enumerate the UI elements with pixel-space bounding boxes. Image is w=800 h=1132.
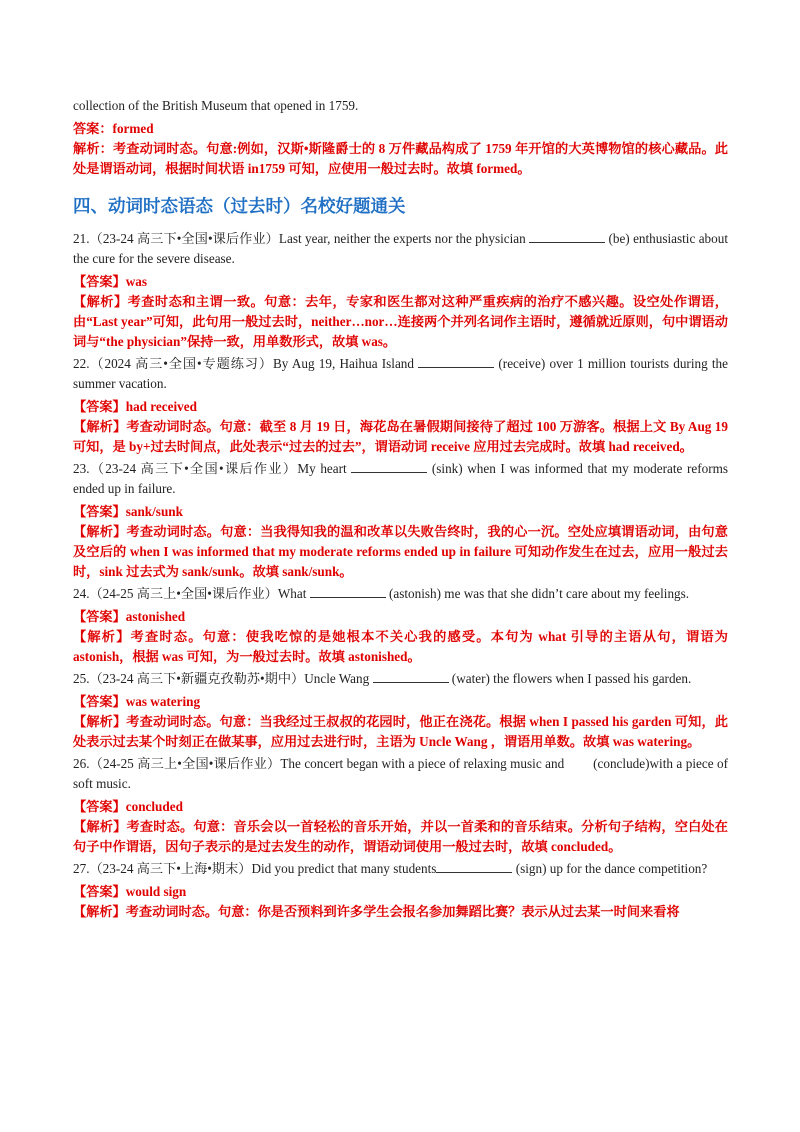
explanation-text: 【解析】考查时态和主谓一致。句意：去年，专家和医生都对这种严重疾病的治疗不感兴趣。设空处作谓语，由“Last year”可知，此句用一般过去时，neither…nor…连接两个并列名词作主语时，遵循就近原则，句中谓语动词与“the physician”保持一致，用单数形式，故填 was。 bbox=[73, 294, 728, 349]
answer-line: 【答案】astonished bbox=[73, 609, 186, 624]
continuation-text: collection of the British Museum that opened in 1759. bbox=[73, 98, 359, 113]
section-heading: 四、动词时态语态（过去时）名校好题通关 bbox=[73, 197, 406, 217]
stem-after: (be) enthusiastic about the cure for the severe disease. bbox=[73, 231, 728, 266]
question-27 bbox=[73, 859, 728, 922]
blank-line[interactable] bbox=[529, 231, 605, 243]
blank-line[interactable] bbox=[351, 461, 427, 473]
stem-after: (receive) over 1 million tourists during the summer vacation. bbox=[73, 356, 728, 391]
stem-before: 23.（23-24 高三下•全国•课后作业）My heart bbox=[73, 461, 352, 476]
question-24 bbox=[73, 584, 728, 667]
question-list bbox=[73, 229, 728, 922]
question-stem bbox=[73, 584, 728, 604]
stem-before: 21.（23-24 高三下•全国•课后作业）Last year, neither the experts nor the physician bbox=[73, 231, 530, 246]
explanation-text: 【解析】考查动词时态。句意：截至 8 月 19 日，海花岛在暑假期间接待了超过 100 万游客。根据上文 By Aug 19 可知，是 by+过去时间点，此处表示“过去的过去”，谓语动词 receive 应用过去完成时。故填 had received。 bbox=[73, 419, 728, 454]
document-page bbox=[73, 96, 728, 922]
stem-after: (astonish) me was that she didn’t care about my feelings. bbox=[385, 586, 690, 601]
question-26 bbox=[73, 754, 728, 857]
explanation-text: 解析：考查动词时态。句意:例如，汉斯•斯隆爵士的 8 万件藏品构成了 1759 年开馆的大英博物馆的核心藏品。此处是谓语动词，根据时间状语 in1759 可知，应使用一般过去时。故填 formed。 bbox=[73, 141, 728, 176]
explanation-text: 【解析】考查动词时态。句意：你是否预料到许多学生会报名参加舞蹈比赛？表示从过去某一时间来看将 bbox=[73, 904, 680, 919]
answer-line: 【答案】sank/sunk bbox=[73, 504, 183, 519]
question-stem bbox=[73, 459, 728, 499]
explanation-text: 【解析】考查动词时态。句意：当我得知我的温和改革以失败告终时，我的心一沉。空处应填谓语动词，由句意及空后的 when I was informed that my moderate reforms ended up in failure 可知动作发生在过去，应用一般过去时，sink 过去式为 sank/sunk。故填 sank/sunk。 bbox=[73, 524, 728, 579]
question-stem bbox=[73, 354, 728, 394]
answer-line: 答案：formed bbox=[73, 121, 154, 136]
stem-after: (sign) up for the dance competition? bbox=[512, 861, 708, 876]
stem-before: 27.（23-24 高三下•上海•期末）Did you predict that many students bbox=[73, 861, 437, 876]
stem-after: (water) the flowers when I passed his garden. bbox=[448, 671, 692, 686]
explanation-text: 【解析】考查动词时态。句意：当我经过王叔叔的花园时，他正在浇花。根据 when I passed his garden 可知，此处表示过去某个时刻正在做某事，应用过去进行时，主语为 Uncle Wang ，谓语用单数。故填 was watering。 bbox=[73, 714, 728, 749]
blank-line[interactable] bbox=[418, 356, 494, 368]
stem-before: 26.（24-25 高三上•全国•课后作业）The concert began with a piece of relaxing music and bbox=[73, 756, 568, 771]
answer-line: 【答案】concluded bbox=[73, 799, 183, 814]
blank-line[interactable] bbox=[436, 861, 512, 873]
question-stem bbox=[73, 669, 728, 689]
question-23 bbox=[73, 459, 728, 582]
stem-after: (sink) when I was informed that my moderate reforms ended up in failure. bbox=[73, 461, 728, 496]
question-21 bbox=[73, 229, 728, 352]
answer-line: 【答案】would sign bbox=[73, 884, 187, 899]
stem-before: 22.（2024 高三•全国•专题练习）By Aug 19, Haihua Island bbox=[73, 356, 419, 371]
question-25 bbox=[73, 669, 728, 752]
question-22 bbox=[73, 354, 728, 457]
answer-line: 【答案】was watering bbox=[73, 694, 201, 709]
explanation-text: 【解析】考查时态。句意：音乐会以一首轻松的音乐开始，并以一首柔和的音乐结束。分析句子结构，空白处在句子中作谓语，因句子表示的是过去发生的动作，谓语动词使用一般过去时，故填 concluded。 bbox=[73, 819, 728, 854]
blank-line[interactable] bbox=[310, 586, 386, 598]
question-stem bbox=[73, 754, 728, 794]
explanation-text: 【解析】考查时态。句意：使我吃惊的是她根本不关心我的感受。本句为 what 引导的主语从句，谓语为 astonish，根据 was 可知，为一般过去时。故填 astonished。 bbox=[73, 629, 728, 664]
stem-before: 25.（23-24 高三下•新疆克孜勒苏•期中）Uncle Wang bbox=[73, 671, 373, 686]
answer-line: 【答案】had received bbox=[73, 399, 197, 414]
stem-after: (conclude)with a piece of soft music. bbox=[73, 756, 728, 791]
question-stem bbox=[73, 229, 728, 269]
blank-line[interactable] bbox=[373, 671, 449, 683]
answer-line: 【答案】was bbox=[73, 274, 147, 289]
stem-before: 24.（24-25 高三上•全国•课后作业）What bbox=[73, 586, 310, 601]
question-stem bbox=[73, 859, 728, 879]
